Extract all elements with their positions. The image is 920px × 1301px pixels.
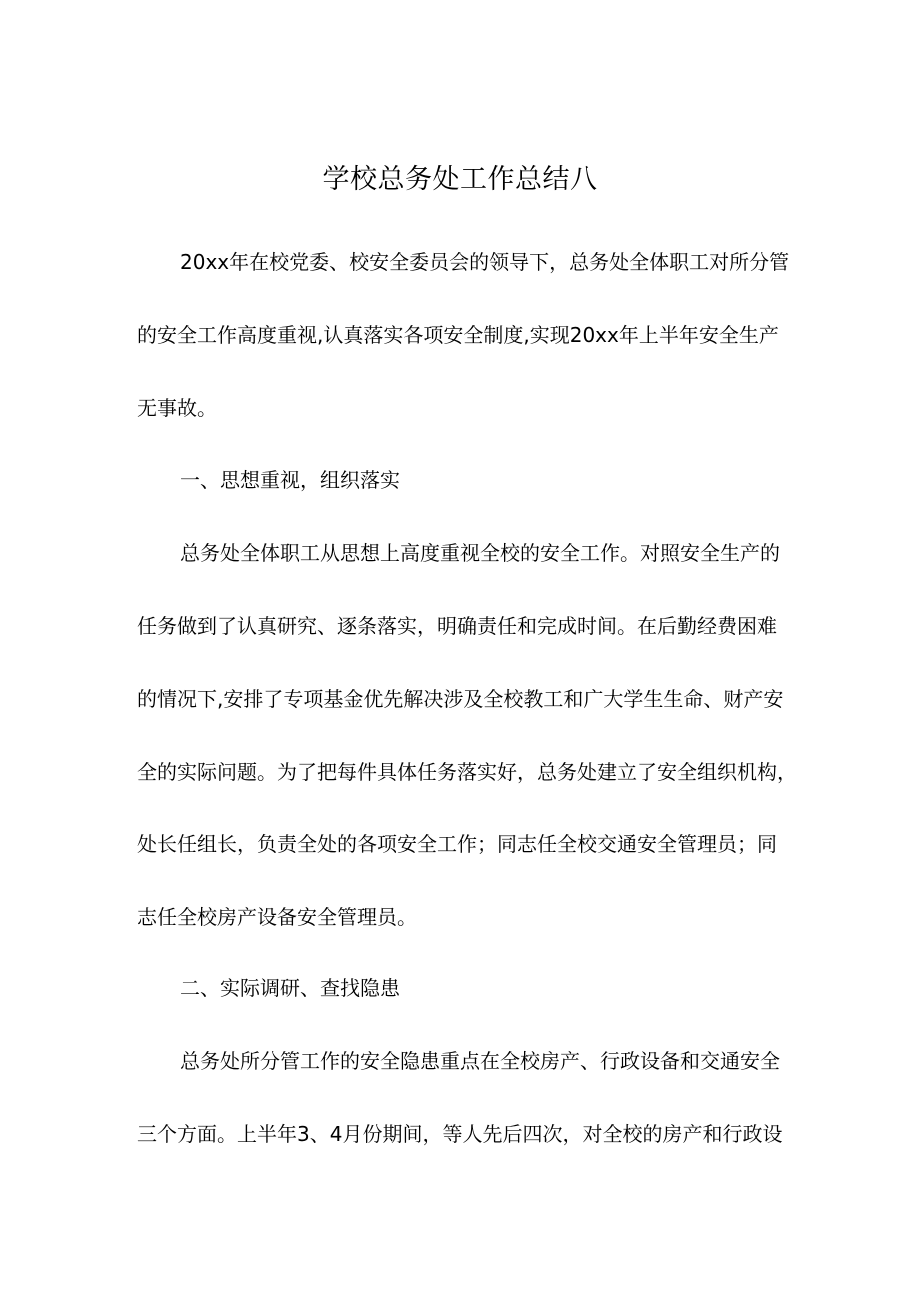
section-heading-1: 一、思想重视，组织落实 bbox=[180, 468, 400, 492]
paragraph-3-line-2: 三个方面。上半年3、4月份期间，等人先后四次，对全校的房产和行政设 bbox=[137, 1122, 783, 1146]
document-title: 学校总务处工作总结八 bbox=[322, 164, 598, 195]
paragraph-3-line-1: 总务处所分管工作的安全隐患重点在全校房产、行政设备和交通安全 bbox=[180, 1049, 780, 1073]
paragraph-1-line-2: 的安全工作高度重视,认真落实各项安全制度,实现20xx年上半年安全生产 bbox=[137, 323, 779, 347]
paragraph-1-line-1: 20xx年在校党委、校安全委员会的领导下，总务处全体职工对所分管 bbox=[180, 250, 790, 274]
section-heading-2: 二、实际调研、查找隐患 bbox=[180, 976, 400, 1000]
paragraph-2-line-5: 处长任组长，负责全处的各项安全工作；同志任全校交通安全管理员；同 bbox=[137, 832, 777, 856]
paragraph-2-line-3: 的情况下,安排了专项基金优先解决涉及全校教工和广大学生生命、财产安 bbox=[137, 687, 784, 711]
paragraph-2-line-2: 任务做到了认真研究、逐条落实，明确责任和完成时间。在后勤经费困难 bbox=[137, 614, 777, 638]
paragraph-2-line-4: 全的实际问题。为了把每件具体任务落实好，总务处建立了安全组织机构， bbox=[137, 760, 797, 784]
paragraph-1-line-3: 无事故。 bbox=[137, 396, 217, 420]
paragraph-2-line-6: 志任全校房产设备安全管理员。 bbox=[137, 905, 417, 929]
paragraph-2-line-1: 总务处全体职工从思想上高度重视全校的安全工作。对照安全生产的 bbox=[180, 541, 780, 565]
